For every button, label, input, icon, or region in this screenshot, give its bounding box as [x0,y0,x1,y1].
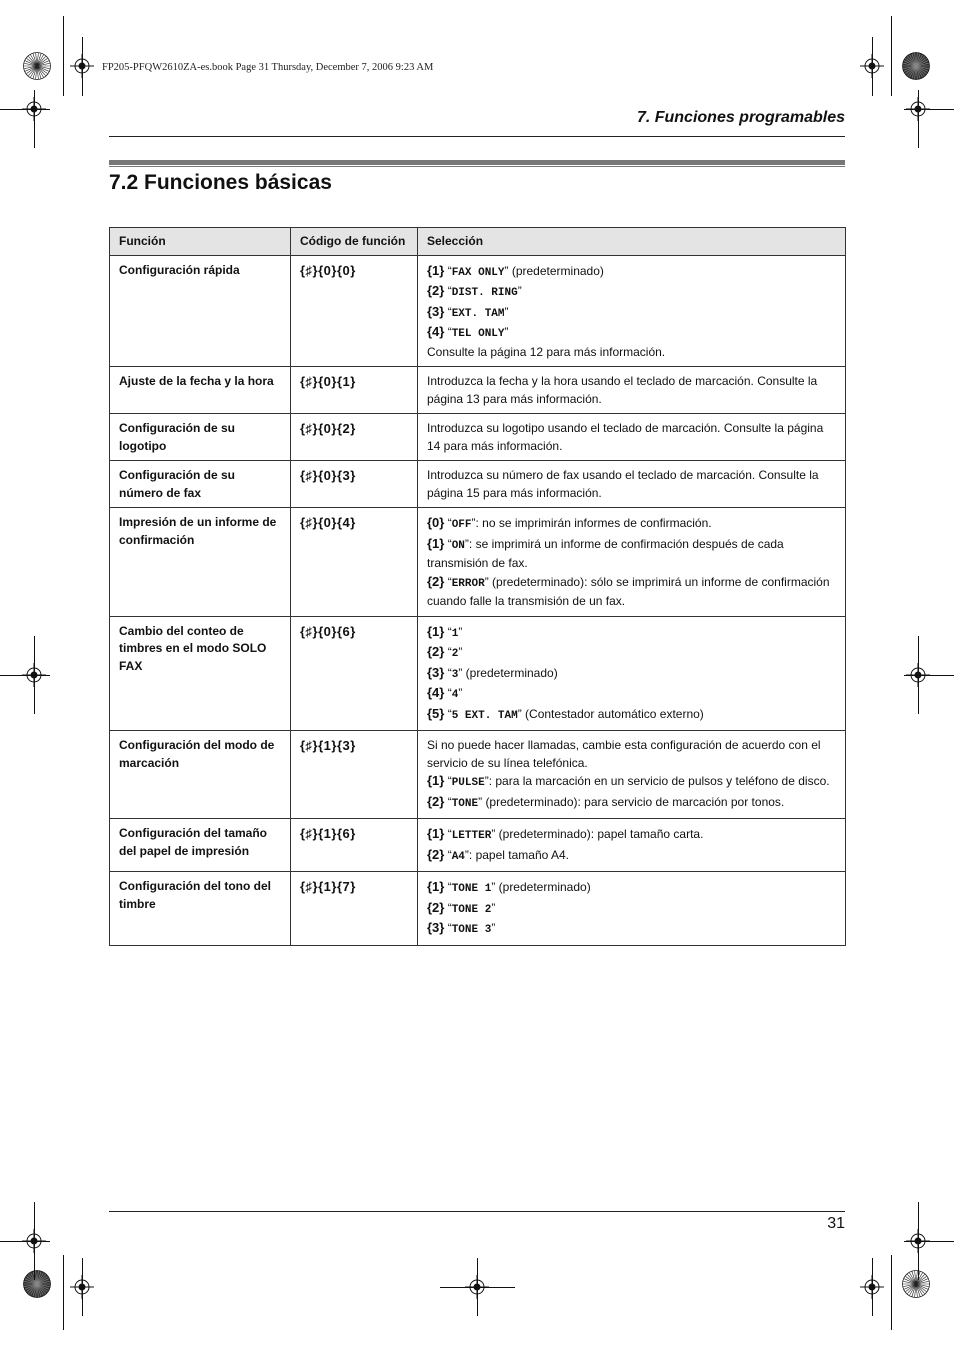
table-row [110,508,846,617]
table-row [110,255,846,367]
selection-description: ” (predeterminado) [491,880,591,894]
quote-open: “ [444,847,452,862]
display-text: 1 [451,627,459,640]
selection-cell [418,414,846,461]
selection-line: Introduzca la fecha y la hora usando el teclado de marcación. Consulte la página 13 para más información. [427,374,818,406]
crop-mark-line [34,90,35,148]
crop-mark-line [872,37,873,96]
display-text: DIST. RING [451,287,518,299]
display-text: LETTER [451,830,492,842]
quote-open: “ [444,686,452,700]
key-label: {3} [427,303,445,319]
key-label: {1} [427,262,445,278]
selection-line [427,535,836,573]
selection-cell [418,508,846,617]
function-code: {♯}{0}{2} [291,414,418,461]
selection-cell [418,819,846,872]
function-code: {♯}{0}{0} [291,255,418,367]
selection-description: ” [517,284,522,298]
quote-open: “ [444,774,452,788]
crop-mark-line [904,675,954,676]
quote-open: “ [444,665,452,680]
display-text: PULSE [451,777,485,789]
quote-open: “ [444,284,452,298]
quote-open: “ [444,516,452,530]
selection-line [427,684,836,705]
selection-description: ” (predeterminado) [458,665,558,680]
selection-line [427,772,836,793]
key-label: {5} [427,705,445,721]
selection-line [427,623,836,644]
selection-description: ” [491,921,496,935]
footer-rule [109,1211,845,1212]
display-text: TONE 2 [451,903,492,916]
crop-mark-line [63,1255,64,1330]
function-name: Ajuste de la fecha y la hora [110,367,291,414]
display-text: TONE 1 [451,883,492,895]
crop-mark-line [0,109,50,110]
selection-line [427,846,836,867]
quote-open: “ [444,794,452,809]
key-label: {3} [427,664,445,680]
selection-cell [418,255,846,367]
function-code: {♯}{0}{3} [291,461,418,508]
table-row [110,461,846,508]
display-text: TONE [451,797,479,810]
quote-open: “ [444,921,452,935]
selection-line [427,705,836,726]
function-name: Configuración del tamaño del papel de impresión [110,819,291,872]
function-name: Configuración de su logotipo [110,414,291,461]
crop-mark-line [872,1258,873,1316]
function-code: {♯}{1}{6} [291,819,418,872]
header-function: Función [110,228,291,256]
key-label: {1} [427,773,445,788]
selection-line [427,323,836,344]
selection-line: Consulte la página 12 para más información. [427,344,666,359]
crop-mark-line [904,109,954,110]
function-code: {♯}{1}{3} [291,731,418,819]
selection-line [427,664,836,685]
table-header-row [110,228,846,256]
selection-line [427,878,836,899]
selection-line [427,303,836,324]
table-row [110,872,846,946]
quote-open: “ [444,304,452,319]
section-bar-line [109,166,845,167]
selection-line: Si no puede hacer llamadas, cambie esta configuración de acuerdo con el servicio de su línea telefónica. [427,738,821,770]
quote-open: “ [444,645,452,659]
key-label: {4} [427,685,445,700]
function-code: {♯}{0}{1} [291,367,418,414]
selection-description: ” [504,325,509,339]
selection-description: ” (predeterminado) [504,263,604,278]
function-code: {♯}{1}{7} [291,872,418,946]
selection-description: ” (predeterminado): sólo se imprimirá un informe de confirmación cuando falle la transmisión de un fax. [427,574,830,608]
key-label: {2} [427,846,445,862]
table-row [110,616,846,731]
display-text: A4 [451,850,465,863]
selection-line [427,573,836,611]
table-row [110,367,846,414]
display-text: 4 [451,689,459,701]
selection-description: ”: se imprimirá un informe de confirmación después de cada transmisión de fax. [427,536,784,570]
selection-line: Introduzca su número de fax usando el teclado de marcación. Consulte la página 15 para más información. [427,468,819,500]
display-text: ERROR [451,577,485,590]
display-text: EXT. TAM [451,307,505,320]
key-label: {4} [427,324,445,339]
crop-mark-line [904,1241,954,1242]
key-label: {1} [427,535,445,551]
registration-rosette-icon [23,1270,51,1298]
crop-mark-line [891,16,892,96]
selection-description: ” [504,304,509,319]
display-text: 2 [451,648,459,660]
print-job-info: FP205-PFQW2610ZA-es.book Page 31 Thursday, December 7, 2006 9:23 AM [102,62,434,73]
selection-description: ” [458,624,463,639]
display-text: OFF [451,519,472,531]
section-title: 7.2 Funciones básicas [109,171,332,194]
selection-cell [418,872,846,946]
display-text: ON [451,539,465,552]
selection-description: ” (predeterminado): papel tamaño carta. [491,827,704,841]
selection-line [427,643,836,664]
header-rule [109,136,845,137]
quote-open: “ [444,325,452,339]
registration-rosette-icon [902,1270,930,1298]
selection-description: ”: para la marcación en un servicio de pulsos y teléfono de disco. [484,774,830,788]
crop-mark-line [0,1241,50,1242]
quote-open: “ [444,624,452,639]
chapter-header: 7. Funciones programables [636,109,845,126]
selection-description: ” [458,645,463,659]
crop-mark-line [82,37,83,96]
key-label: {3} [427,920,445,935]
selection-cell [418,731,846,819]
selection-line [427,262,836,283]
selection-line [427,825,836,846]
key-label: {0} [427,515,445,530]
section-bar [109,160,845,165]
selection-description: ”: papel tamaño A4. [464,847,569,862]
selection-line [427,514,836,535]
key-label: {1} [427,879,445,894]
key-label: {2} [427,573,445,589]
selection-description: ” [458,686,463,700]
crop-mark-line [63,16,64,96]
selection-line [427,899,836,920]
function-name: Configuración del tono del timbre [110,872,291,946]
function-name: Cambio del conteo de timbres en el modo SOLO FAX [110,616,291,731]
selection-description: ”: no se imprimirán informes de confirmación. [471,516,712,530]
selection-description: ” (Contestador automático externo) [517,706,704,721]
crop-mark-line [918,90,919,148]
header-code: Código de función [291,228,418,256]
function-code: {♯}{0}{4} [291,508,418,617]
quote-open: “ [444,574,452,589]
selection-description: ” [491,900,496,915]
header-selection: Selección [418,228,846,256]
quote-open: “ [444,900,452,915]
key-label: {1} [427,623,445,639]
display-text: FAX ONLY [451,266,505,279]
quote-open: “ [444,706,452,721]
display-text: 3 [451,668,459,681]
display-text: TONE 3 [451,924,492,936]
key-label: {1} [427,826,445,841]
crop-mark-line [0,675,50,676]
registration-rosette-icon [23,52,51,80]
selection-cell [418,616,846,731]
crop-mark-line [440,1287,515,1288]
selection-line [427,919,836,940]
registration-rosette-icon [902,52,930,80]
key-label: {2} [427,899,445,915]
quote-open: “ [444,880,452,894]
selection-line [427,793,836,814]
selection-description: ” (predeterminado): para servicio de marcación por tonos. [478,794,785,809]
quote-open: “ [444,263,452,278]
page-number: 31 [827,1215,845,1232]
crop-mark-line [82,1258,83,1316]
functions-table [109,227,846,946]
selection-line: Introduzca su logotipo usando el teclado de marcación. Consulte la página 14 para más información. [427,421,824,453]
table-row [110,731,846,819]
selection-cell [418,461,846,508]
table-row [110,414,846,461]
quote-open: “ [444,827,452,841]
display-text: 5 EXT. TAM [451,709,518,722]
selection-cell [418,367,846,414]
selection-line [427,282,836,303]
crop-mark-line [891,1255,892,1330]
function-name: Impresión de un informe de confirmación [110,508,291,617]
function-name: Configuración de su número de fax [110,461,291,508]
function-code: {♯}{0}{6} [291,616,418,731]
quote-open: “ [444,536,452,551]
table-row [110,819,846,872]
key-label: {2} [427,793,445,809]
display-text: TEL ONLY [451,328,505,340]
key-label: {2} [427,283,445,298]
function-name: Configuración del modo de marcación [110,731,291,819]
key-label: {2} [427,644,445,659]
function-name: Configuración rápida [110,255,291,367]
